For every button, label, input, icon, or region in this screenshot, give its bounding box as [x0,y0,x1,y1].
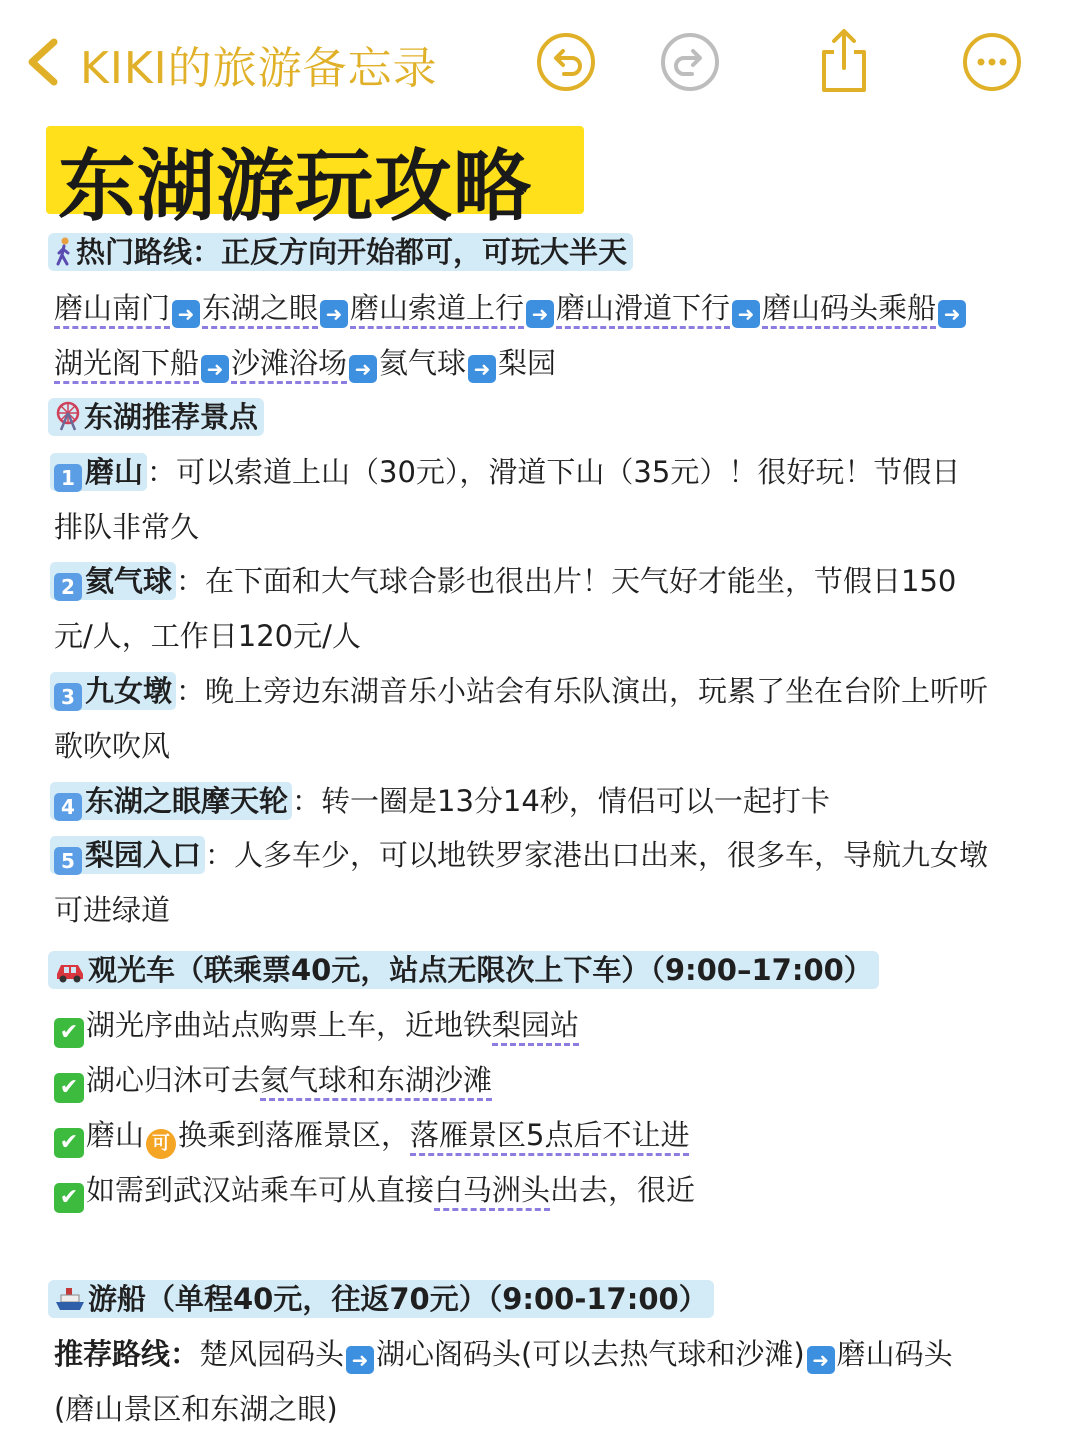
coin-icon: 可 [146,1129,176,1159]
route-stop: 磨山南门 [54,291,170,329]
route-heading-line [54,232,633,272]
boat-route-line [54,1334,953,1374]
number-2-icon: 2 [54,573,82,601]
spot-name: 磨山 [85,455,144,489]
spot-3-line-1 [54,671,988,711]
spot-name-highlight [50,836,205,874]
spot-name-highlight [50,453,147,491]
number-1-icon: 1 [54,464,82,492]
boat-heading-highlight [48,1280,714,1318]
spot-desc: ：转一圈是13分14秒，情侣可以一起打卡 [292,784,830,818]
right-arrow-icon: ➜ [201,355,229,383]
spot-name: 梨园入口 [85,838,202,872]
check-icon: ✔ [54,1018,84,1048]
bus-item-underlined: 梨园站 [492,1008,579,1046]
spot-5-line-1 [54,835,988,875]
bus-item [54,1060,492,1103]
route-stop: 东湖之眼 [202,291,318,329]
bus-item-underlined: 白马洲头 [434,1173,550,1211]
spots-heading: 东湖推荐景点 [84,400,259,434]
route-stop: 湖光阁下船 [54,346,199,384]
page-title-block [46,122,584,232]
spot-desc: ：在下面和大气球合影也很出片！天气好才能坐，节假日150 [176,564,957,598]
number-5-icon: 5 [54,847,82,875]
right-arrow-icon: ➜ [320,300,348,328]
share-icon [814,26,874,94]
right-arrow-icon: ➜ [938,300,966,328]
boat-stop: 磨山码头 [836,1337,953,1371]
route-stop: 磨山索道上行 [350,291,524,329]
spot-desc: ：人多车少，可以地铁罗家港出口出来，很多车，导航九女墩 [205,838,989,872]
spot-4-line-1 [54,781,830,821]
check-icon: ✔ [54,1128,84,1158]
bus-item-underlined: 氦气球和东湖沙滩 [260,1063,492,1101]
spots-heading-highlight [48,398,264,436]
right-arrow-icon: ➜ [172,300,200,328]
bus-heading: 观光车（联乘票40元，站点无限次上下车）（9:00–17:00） [88,953,873,987]
bus-heading-highlight [48,951,879,989]
spot-desc-cont: 排队非常久 [54,510,200,544]
bus-item-text: 湖心归沐可去 [86,1063,261,1097]
route-line-2 [54,343,556,383]
page-title: 东湖游玩攻略 [58,142,533,232]
check-icon: ✔ [54,1073,84,1103]
spot-desc-cont: 元/人，工作日120元/人 [54,619,361,653]
spot-name: 东湖之眼摩天轮 [85,784,289,818]
right-arrow-icon: ➜ [807,1346,835,1374]
redo-button[interactable] [660,32,720,92]
toolbar [0,0,1080,122]
bus-item [54,1170,695,1213]
chevron-left-icon [22,36,66,88]
bus-item [54,1005,579,1048]
route-stop: 磨山滑道下行 [556,291,730,329]
spot-desc: ：晚上旁边东湖音乐小站会有乐队演出，玩累了坐在台阶上听听 [176,674,989,708]
route-stop: 磨山码头乘船 [762,291,936,329]
spot-name-highlight [50,672,176,710]
route-line-1 [54,288,968,328]
route-stop: 梨园 [498,346,557,380]
undo-icon [536,32,596,92]
spot-name: 氦气球 [85,564,173,598]
number-3-icon: 3 [54,683,82,711]
right-arrow-icon: ➜ [468,355,496,383]
ferris-wheel-icon [54,401,82,431]
back-button[interactable] [22,36,66,88]
spot-desc: ：可以索道上山（30元），滑道下山（35元）！很好玩！节假日 [147,455,961,489]
right-arrow-icon: ➜ [349,355,377,383]
walking-person-icon [54,236,74,266]
more-icon [962,32,1022,92]
ship-icon [54,1285,86,1313]
bus-item [54,1115,689,1159]
spot-name-highlight [50,562,176,600]
spot-1-line-1 [54,452,960,492]
number-4-icon: 4 [54,793,82,821]
back-label[interactable]: KIKI的旅游备忘录 [80,43,438,94]
right-arrow-icon: ➜ [526,300,554,328]
spots-heading-line [54,397,264,437]
car-icon [54,958,86,984]
undo-button[interactable] [536,32,596,92]
boat-route-label: 推荐路线： [54,1337,200,1371]
right-arrow-icon: ➜ [732,300,760,328]
bus-item-text: 换乘到落雁景区， [178,1118,411,1152]
share-button[interactable] [814,26,874,86]
route-heading-highlight [48,233,633,271]
bus-item-text: 湖光序曲站点购票上车，近地铁 [86,1008,493,1042]
bus-heading-line [54,950,879,990]
spot-desc-cont: 可进绿道 [54,893,171,927]
bus-item-underlined: 落雁景区5点后不让进 [410,1118,689,1156]
bus-item-text: 磨山 [86,1118,145,1152]
boat-stop: 楚风园码头 [199,1337,345,1371]
check-icon: ✔ [54,1183,84,1213]
boat-heading-line [54,1279,714,1319]
right-arrow-icon: ➜ [346,1346,374,1374]
spot-desc-cont: 歌吹吹风 [54,729,171,763]
boat-route-cont: (磨山景区和东湖之眼) [54,1392,338,1426]
route-heading: 热门路线：正反方向开始都可，可玩大半天 [76,235,628,269]
bus-item-text: 出去，很近 [550,1173,696,1207]
route-stop: 沙滩浴场 [231,346,347,384]
spot-name: 九女墩 [85,674,173,708]
bus-item-text: 如需到武汉站乘车可从直接 [86,1173,435,1207]
route-stop: 氦气球 [379,346,467,380]
boat-stop: 湖心阁码头(可以去热气球和沙滩) [376,1337,805,1371]
spot-2-line-1 [54,561,956,601]
redo-icon [660,32,720,92]
boat-heading: 游船（单程40元，往返70元）（9:00-17:00） [88,1282,708,1316]
spot-name-highlight [50,782,292,820]
more-button[interactable] [962,32,1022,92]
